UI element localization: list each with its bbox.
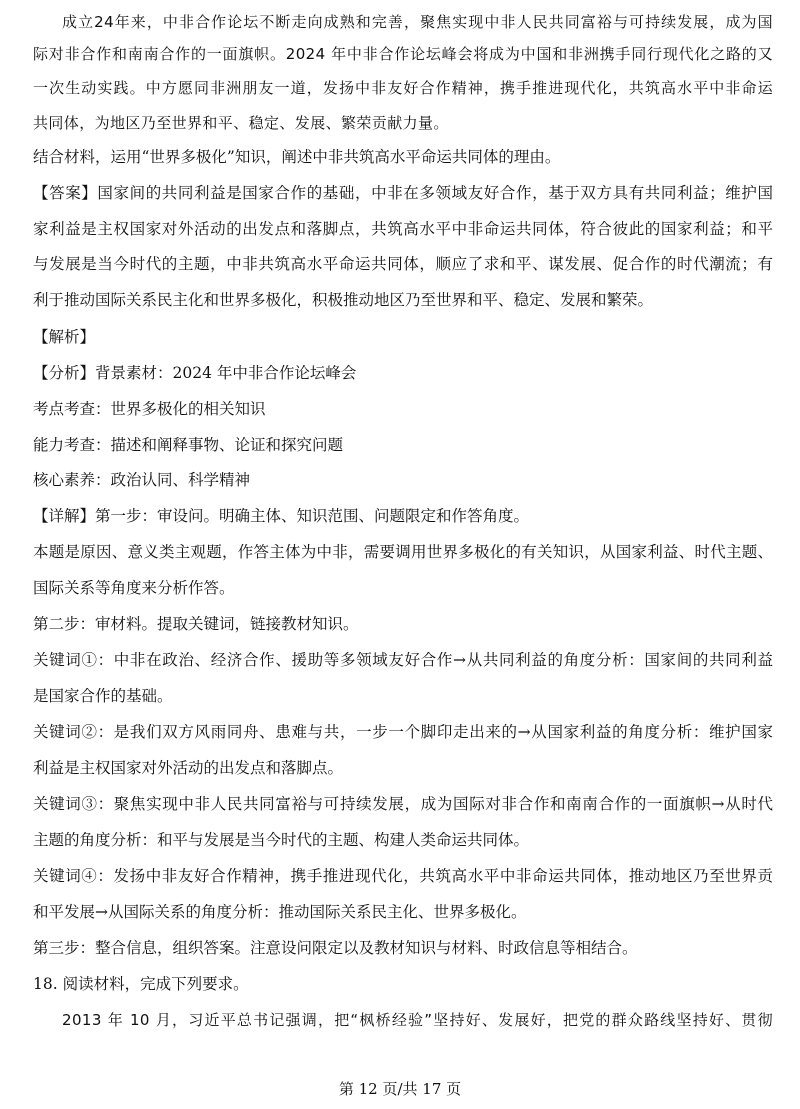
keyword-4-line-2: 和平发展→从国际关系的角度分析：推动国际关系民主化、世界多极化。 <box>33 903 527 921</box>
analysis-heading: 【解析】 <box>33 328 96 346</box>
analysis-knowledge-point: 考点考查：世界多极化的相关知识 <box>33 400 266 418</box>
detail-line-2: 国际关系等角度来分析作答。 <box>33 579 235 597</box>
page-number-footer: 第 12 页/共 17 页 <box>338 1080 462 1098</box>
answer-line-1: 【答案】国家间的共同利益是国家合作的基础，中非在多领域友好合作，基于双方具有共同利益；维护国 <box>33 184 773 202</box>
keyword-1-line-1: 关键词①：中非在政治、经济合作、援助等多领域友好合作→从共同利益的角度分析：国家间的共同利益 <box>33 651 773 669</box>
keyword-1-line-2: 是国家合作的基础。 <box>33 687 173 705</box>
detail-step-two: 第二步：审材料。提取关键词，链接教材知识。 <box>33 615 359 633</box>
keyword-2-line-2: 利益是主权国家对外活动的出发点和落脚点。 <box>33 759 344 777</box>
material-paragraph-line-3: 一次生动实践。中方愿同非洲朋友一道，发扬中非友好合作精神，携手推进现代化，共筑高水平中非命运 <box>33 79 773 97</box>
question-18-title: 18. 阅读材料，完成下列要求。 <box>33 975 249 993</box>
answer-line-4: 利于推动国际关系民主化和世界多极化，积极推动地区乃至世界和平、稳定、发展和繁荣。 <box>33 291 654 309</box>
keyword-3-line-2: 主题的角度分析：和平与发展是当今时代的主题、构建人类命运共同体。 <box>33 831 530 849</box>
answer-line-2: 家利益是主权国家对外活动的出发点和落脚点，共筑高水平中非命运共同体，符合彼此的国家利益；和平 <box>33 220 773 238</box>
keyword-3-line-1: 关键词③：聚焦实现中非人民共同富裕与可持续发展，成为国际对非合作和南南合作的一面旗帜→从时代 <box>33 795 773 813</box>
detail-step-one: 【详解】第一步：审设问。明确主体、知识范围、问题限定和作答角度。 <box>33 507 530 525</box>
question-text: 结合材料，运用“世界多极化”知识，阐述中非共筑高水平命运共同体的理由。 <box>33 148 561 166</box>
keyword-2-line-1: 关键词②：是我们双方风雨同舟、患难与共，一步一个脚印走出来的→从国家利益的角度分析：维护国家 <box>33 723 773 741</box>
material-paragraph-line-2: 际对非合作和南南合作的一面旗帜。2024 年中非合作论坛峰会将成为中国和非洲携手同行现代化之路的又 <box>33 45 773 63</box>
detail-line-1: 本题是原因、意义类主观题，作答主体为中非，需要调用世界多极化的有关知识，从国家利益、时代主题、 <box>33 543 773 561</box>
analysis-ability: 能力考查：描述和阐释事物、论证和探究问题 <box>33 436 344 454</box>
keyword-4-line-1: 关键词④：发扬中非友好合作精神，携手推进现代化，共筑高水平中非命运共同体，推动地区乃至世界贡 <box>33 867 773 885</box>
answer-line-3: 与发展是当今时代的主题，中非共筑高水平命运共同体，顺应了求和平、谋发展、促合作的时代潮流；有 <box>33 255 773 273</box>
material-paragraph-line-4: 共同体，为地区乃至世界和平、稳定、发展、繁荣贡献力量。 <box>33 114 449 132</box>
question-18-material-line-1: 2013 年 10 月，习近平总书记强调，把“枫桥经验”坚持好、发展好，把党的群众路线坚持好、贯彻 <box>62 1011 773 1029</box>
detail-step-three: 第三步：整合信息，组织答案。注意设问限定以及教材知识与材料、时政信息等相结合。 <box>33 939 638 957</box>
material-paragraph-line-1: 成立24年来，中非合作论坛不断走向成熟和完善，聚焦实现中非人民共同富裕与可持续发展，成为国 <box>62 13 773 31</box>
analysis-core-literacy: 核心素养：政治认同、科学精神 <box>33 471 251 489</box>
analysis-background: 【分析】背景素材：2024 年中非合作论坛峰会 <box>33 364 357 382</box>
